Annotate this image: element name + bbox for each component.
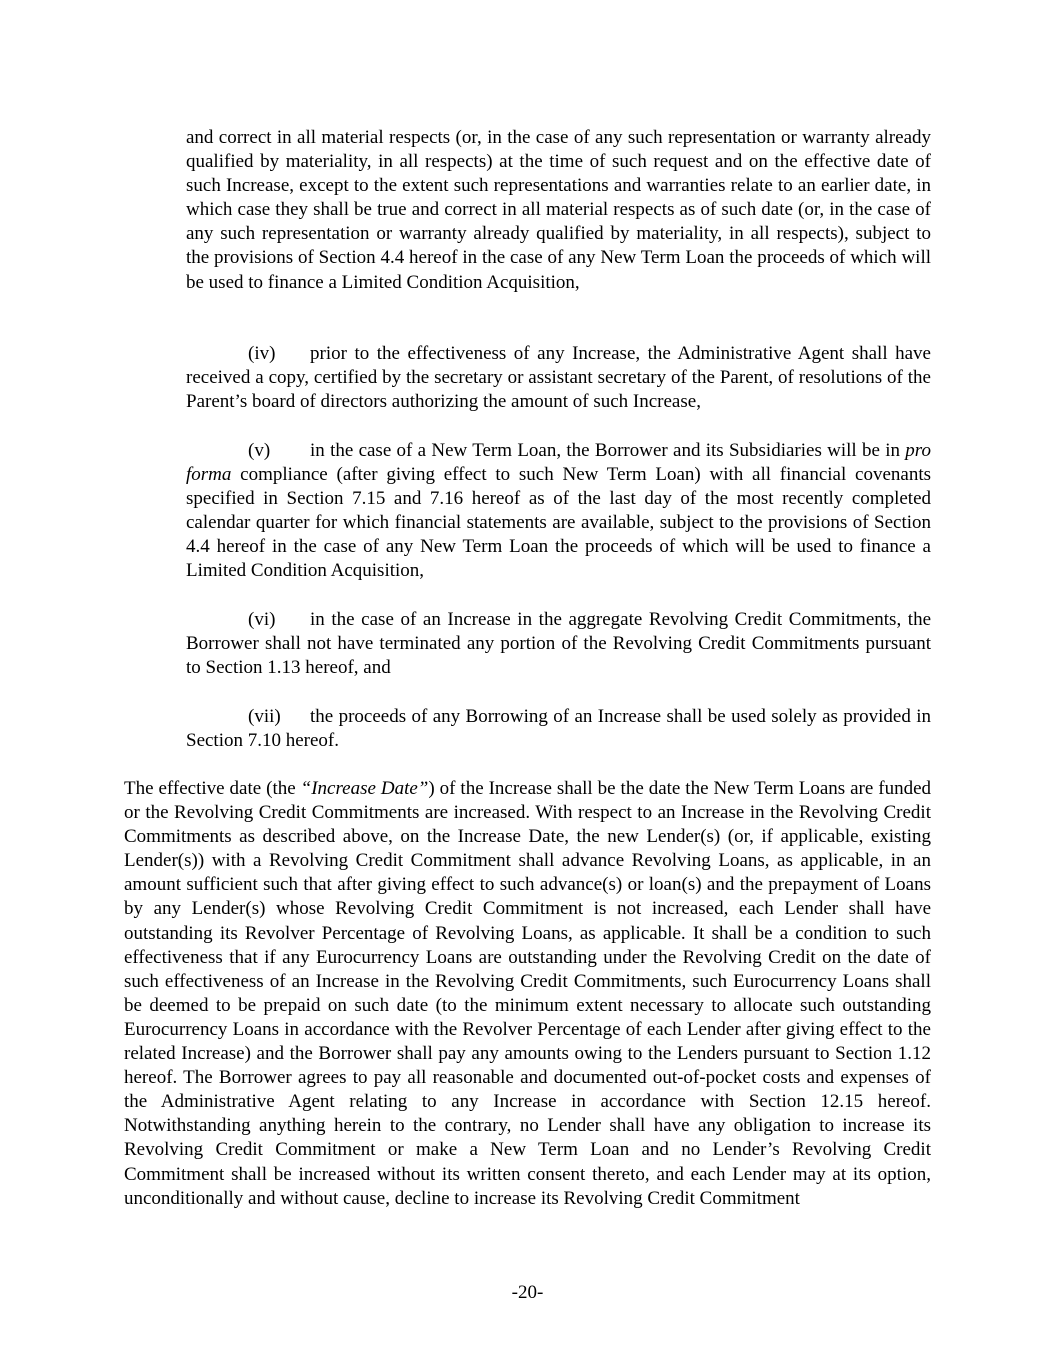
clause-vi [186, 608, 931, 680]
clause-iv [186, 342, 931, 414]
clause-v-label: (v) [248, 440, 271, 461]
clause-vii-text: the proceeds of any Borrowing of an Increase shall be used solely as provided in Section 7.10 hereof. [186, 706, 931, 752]
clause-iv-text: prior to the effectiveness of any Increase, the Administrative Agent shall have received a copy, certified by the secretary or assistant secretary of the Parent, of resolutions of the Parent’s board of directors authorizing the amount of such Increase, [186, 343, 931, 413]
closing-paragraph [124, 777, 931, 1211]
clause-vi-label: (vi) [248, 609, 276, 630]
continued-paragraph-text: and correct in all material respects (or, in the case of any such representation or warranty already qualified by materiality, in all respects) at the time of such request and on the effective date of such Increase, except to the extent such representations and warranties relate to an earlier date, in which case they shall be true and correct in all material respects as of such date (or, in the case of any such representation or warranty already qualified by materiality, in all respects), subject to the provisions of Section 4.4 hereof in the case of any New Term Loan the proceeds of which will be used to finance a Limited Condition Acquisition, [186, 127, 931, 293]
clause-iv-label: (iv) [248, 343, 276, 364]
clause-vi-text: in the case of an Increase in the aggregate Revolving Credit Commitments, the Borrower shall not have terminated any portion of the Revolving Credit Commitments pursuant to Section 1.13 hereof, and [186, 609, 931, 679]
clause-vii-label: (vii) [248, 706, 281, 727]
closing-paragraph-post: ) of the Increase shall be the date the New Term Loans are funded or the Revolving Credit Commitments are increased. With respect to an Increase in the Revolving Credit Commitments as described above, on the Increase Date, the new Lender(s) (or, if applicable, existing Lender(s)) with a Revolving Credit Commitment shall advance Revolving Loans, as applicable, in an amount sufficient such that after giving effect to such advance(s) or loan(s) and the prepayment of Loans by any Lender(s) whose Revolving Credit Commitment is not increased, each Lender shall have outstanding its Revolver Percentage of Revolving Loans, as applicable. It shall be a condition to such effectiveness that if any Eurocurrency Loans are outstanding under the Revolving Credit on the date of such effectiveness of an Increase in the Revolving Credit Commitments, such Eurocurrency Loans shall be deemed to be prepaid on such date (to the minimum extent necessary to allocate such outstanding Eurocurrency Loans in accordance with the Revolver Percentage of each Lender after giving effect to the related Increase) and the Borrower shall pay any amounts owing to the Lenders pursuant to Section 1.12 hereof. The Borrower agrees to pay all reasonable and documented out-of-pocket costs and expenses of the Administrative Agent relating to any Increase in accordance with Section 12.15 hereof. Notwithstanding anything herein to the contrary, no Lender shall have any obligation to increase its Revolving Credit Commitment or make a New Term Loan and no Lender’s Revolving Credit Commitment shall be increased without its written consent thereto, and each Lender may at its option, unconditionally and without cause, decline to increase its Revolving Credit Commitment [124, 778, 932, 1209]
page-number: -20- [511, 1282, 544, 1303]
clause-v-text-pre: in the case of a New Term Loan, the Borrower and its Subsidiaries will be in [310, 440, 906, 461]
closing-paragraph-pre: The effective date (the [124, 778, 301, 799]
clause-v-text-post: compliance (after giving effect to such New Term Loan) with all financial covenants specified in Section 7.15 and 7.16 hereof as of the last day of the most recently completed calendar quarter for which financial statements are available, subject to the provisions of Section 4.4 hereof in the case of any New Term Loan the proceeds of which will be used to finance a Limited Condition Acquisition, [186, 464, 931, 582]
clause-v [186, 439, 931, 584]
increase-date-term: “Increase Date” [300, 778, 429, 799]
continued-paragraph [186, 126, 931, 295]
clause-v-italic-term: pro forma [186, 440, 931, 486]
clause-vii [186, 705, 931, 753]
